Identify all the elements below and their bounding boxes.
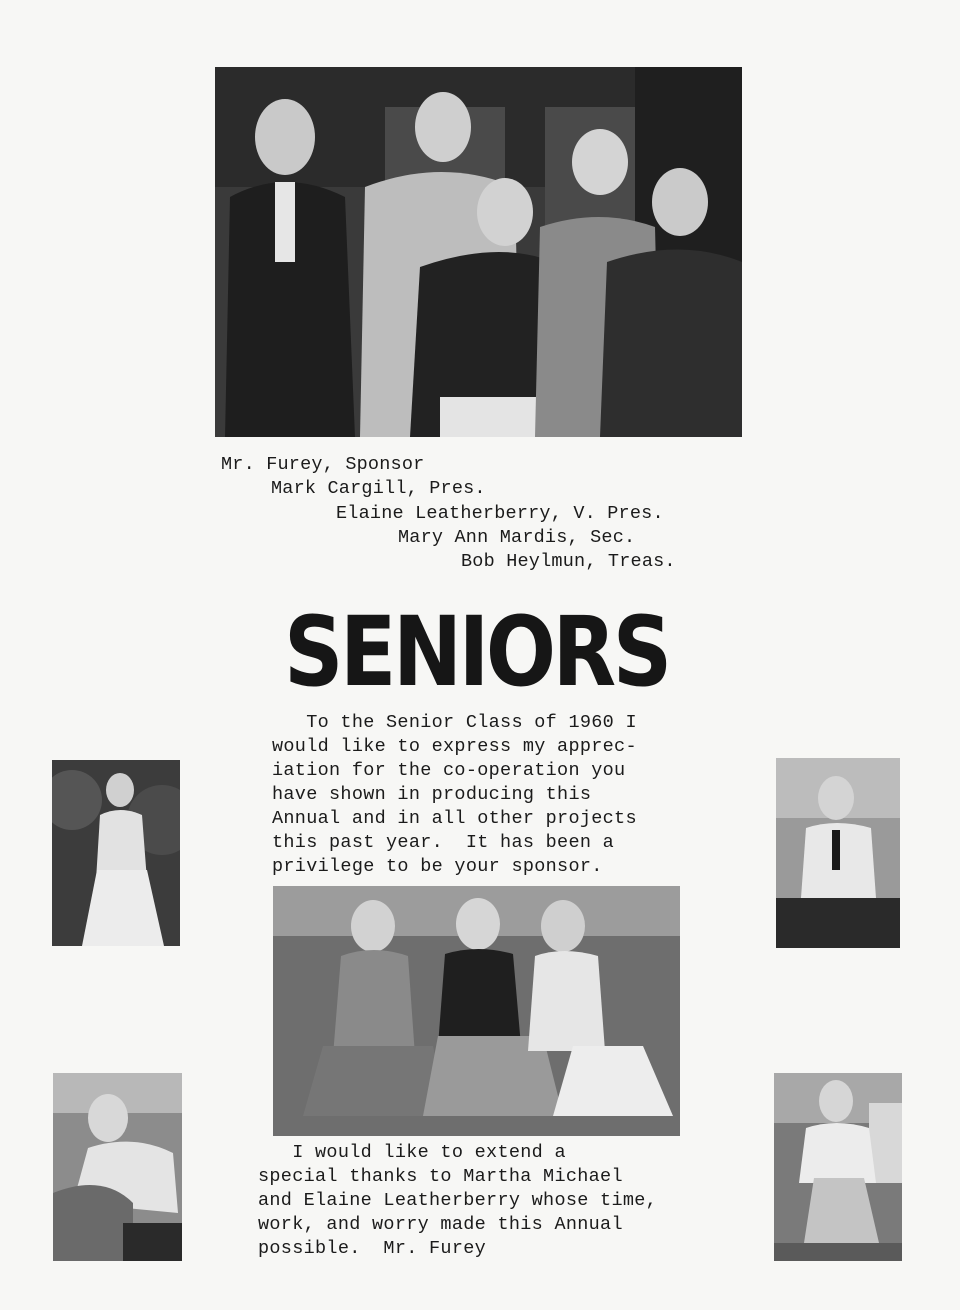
page-title: SENIORS <box>284 596 669 708</box>
thanks-message-line: special thanks to Martha Michael <box>258 1166 623 1187</box>
thanks-message-line: I would like to extend a <box>258 1142 566 1163</box>
sponsor-message-line: iation for the co-operation you <box>272 760 626 781</box>
sponsor-message-line: this past year. It has been a <box>272 832 615 853</box>
sponsor-message-line: To the Senior Class of 1960 I <box>272 712 637 733</box>
sponsor-message-line: privilege to be your sponsor. <box>272 856 603 877</box>
caption-treasurer: Bob Heylmun, Treas. <box>461 551 676 572</box>
thanks-message-line: work, and worry made this Annual <box>258 1214 623 1235</box>
caption-sponsor: Mr. Furey, Sponsor <box>221 454 425 475</box>
sponsor-message-line: would like to express my apprec- <box>272 736 637 757</box>
officers-group-photo <box>215 67 742 437</box>
senior-portrait-photo <box>774 1073 902 1261</box>
thanks-message-line: and Elaine Leatherberry whose time, <box>258 1190 658 1211</box>
sponsor-message-line: Annual and in all other projects <box>272 808 637 829</box>
thanks-message-line: possible. Mr. Furey <box>258 1238 487 1259</box>
caption-secretary: Mary Ann Mardis, Sec. <box>398 527 636 548</box>
senior-portrait-photo <box>776 758 900 948</box>
caption-vice-president: Elaine Leatherberry, V. Pres. <box>336 503 664 524</box>
senior-portrait-photo <box>52 760 180 946</box>
three-seniors-photo <box>273 886 680 1136</box>
senior-portrait-photo <box>53 1073 182 1261</box>
sponsor-message-line: have shown in producing this <box>272 784 592 805</box>
caption-president: Mark Cargill, Pres. <box>271 478 486 499</box>
